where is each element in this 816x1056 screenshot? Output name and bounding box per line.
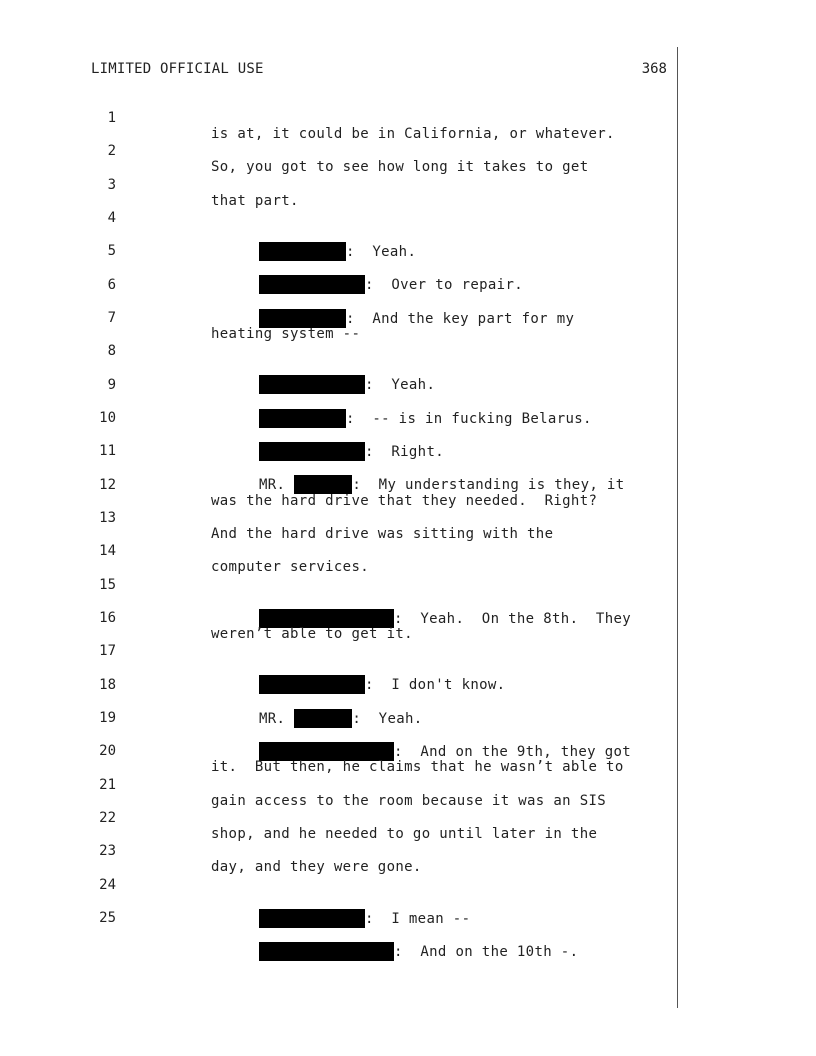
line-text: it. But then, he claims that he wasn’t able to <box>211 759 624 775</box>
speaker-line <box>259 675 505 694</box>
redacted-speaker-name <box>259 442 365 461</box>
speaker-prefix: MR. <box>259 710 286 727</box>
line-number: 2 <box>107 143 116 159</box>
redacted-speaker-name <box>294 709 352 728</box>
redacted-speaker-name <box>259 942 394 961</box>
line-text: : And on the 9th, they got <box>394 743 632 760</box>
line-text: gain access to the room because it was an SIS <box>211 793 607 809</box>
line-number: 23 <box>99 843 116 859</box>
line-text: : Over to repair. <box>365 276 524 293</box>
line-text: day, and they were gone. <box>211 859 422 875</box>
page-header-classification: LIMITED OFFICIAL USE <box>91 61 264 77</box>
speaker-line <box>259 242 416 261</box>
line-text: is at, it could be in California, or whatever. <box>211 126 615 142</box>
line-number: 7 <box>107 310 116 326</box>
line-number: 19 <box>99 710 116 726</box>
speaker-line <box>259 709 423 728</box>
line-text: : I mean -- <box>365 910 471 927</box>
transcript-line <box>0 594 413 642</box>
speaker-prefix: MR. <box>259 476 286 493</box>
line-number: 3 <box>107 177 116 193</box>
redacted-speaker-name <box>259 675 365 694</box>
line-text: : Yeah. <box>346 243 417 260</box>
line-text: : And on the 10th -. <box>394 943 579 960</box>
transcript-line <box>0 161 299 209</box>
line-number: 17 <box>99 643 116 659</box>
line-text: : Yeah. <box>365 376 436 393</box>
line-text: weren’t able to get it. <box>211 626 413 642</box>
redacted-speaker-name <box>259 409 346 428</box>
line-number: 10 <box>99 410 116 426</box>
line-number: 8 <box>107 343 116 359</box>
redacted-speaker-name <box>259 375 365 394</box>
speaker-line <box>259 409 592 428</box>
line-text: : -- is in fucking Belarus. <box>346 410 592 427</box>
line-number: 13 <box>99 510 116 526</box>
transcript-line <box>0 294 361 342</box>
line-number: 21 <box>99 777 116 793</box>
line-text: : Yeah. On the 8th. They <box>394 610 632 627</box>
speaker-line <box>259 475 624 494</box>
speaker-line <box>259 275 523 294</box>
line-number: 6 <box>107 277 116 293</box>
line-text: : Right. <box>365 443 445 460</box>
line-text: : And the key part for my <box>346 310 575 327</box>
line-number: 16 <box>99 610 116 626</box>
line-text: : I don't know. <box>365 676 506 693</box>
right-margin-rule <box>677 47 678 1008</box>
transcript-line <box>0 527 370 575</box>
line-number: 18 <box>99 677 116 693</box>
line-text: : Yeah. <box>352 710 423 727</box>
line-number: 9 <box>107 377 116 393</box>
line-text: : My understanding is they, it <box>352 476 625 493</box>
line-number: 22 <box>99 810 116 826</box>
line-number: 20 <box>99 743 116 759</box>
line-number: 11 <box>99 443 116 459</box>
line-text: computer services. <box>211 559 370 575</box>
transcript-line <box>0 94 615 142</box>
line-number: 15 <box>99 577 116 593</box>
page-number: 368 <box>641 61 667 77</box>
line-text: And the hard drive was sitting with the <box>211 526 554 542</box>
line-number: 5 <box>107 243 116 259</box>
line-text: So, you got to see how long it takes to get <box>211 159 589 175</box>
line-number: 25 <box>99 910 116 926</box>
line-number: 24 <box>99 877 116 893</box>
redacted-speaker-name <box>259 275 365 294</box>
speaker-line <box>259 942 578 961</box>
redacted-speaker-name <box>259 242 346 261</box>
speaker-line <box>259 909 470 928</box>
redacted-speaker-name <box>259 909 365 928</box>
line-number: 4 <box>107 210 116 226</box>
redacted-speaker-name <box>294 475 352 494</box>
speaker-line <box>259 375 435 394</box>
line-text: heating system -- <box>211 326 361 342</box>
line-number: 14 <box>99 543 116 559</box>
line-text: that part. <box>211 193 299 209</box>
line-number: 12 <box>99 477 116 493</box>
line-number: 1 <box>107 110 116 126</box>
speaker-line <box>259 442 444 461</box>
line-text: shop, and he needed to go until later in the <box>211 826 598 842</box>
line-text: was the hard drive that they needed. Right? <box>211 493 598 509</box>
